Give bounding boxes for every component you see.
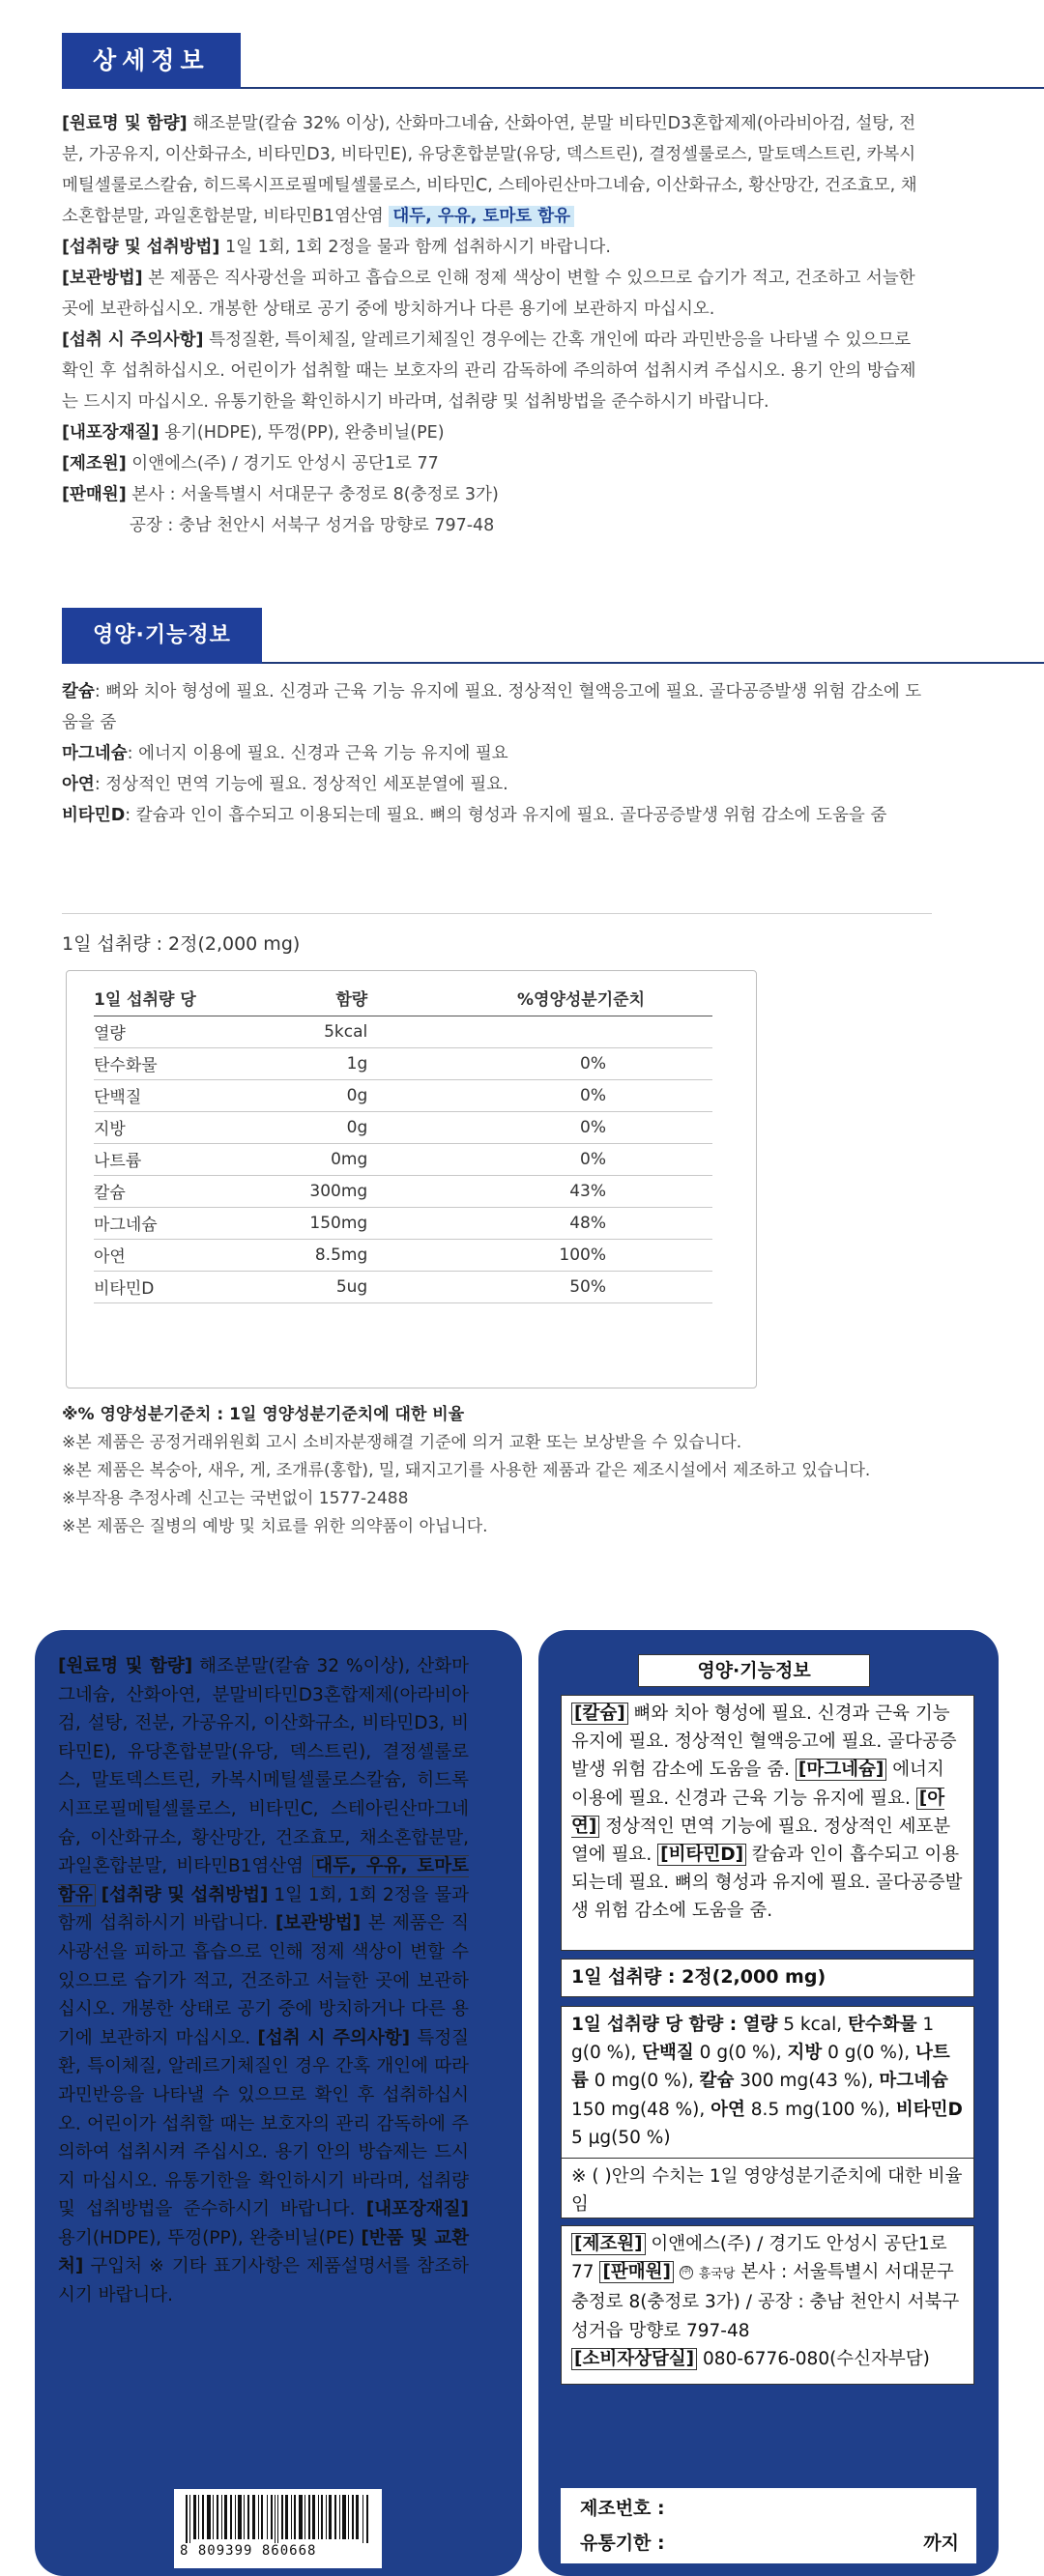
footnote-report: ※부작용 추정사례 신고는 국번없이 1577-2488 [62, 1489, 409, 1508]
right-consumer-label: [소비자상담실] [571, 2348, 697, 2370]
table-row [94, 1271, 712, 1302]
right-nutri-name: 칼슘 [699, 2071, 735, 2092]
right-seller-stamp-text: 흥국당 [698, 2267, 736, 2282]
table-row [94, 1047, 712, 1079]
caution-label: [섭취 시 주의사항] [62, 330, 204, 350]
storage-text: 본 제품은 직사광선을 피하고 흡습으로 인해 정제 색상이 변할 수 있으므로 습기가 적고, 건조하고 서늘한 곳에 보관하십시오. 개봉한 상태로 공기 중에 방치하거나 다른 용기에 보관하지 마십시오. [62, 269, 915, 319]
ingredients-label: [원료명 및 함량] [62, 114, 188, 133]
storage-paragraph [62, 263, 932, 325]
nutrient-name: 열량 [94, 1016, 255, 1047]
left-intake-text: 1일 1회, 1회 2정을 물과 함께 섭취하시기 바랍니다. [58, 1884, 469, 1934]
ingredients-text: 해조분말(칼슘 32% 이상), 산화마그네슘, 산화아연, 분말 비타민D3혼합제제(아라비아검, 설탕, 전분, 가공유지, 이산화규소, 비타민D3, 비타민E), 유당혼합분말(유당, 덱스트린), 결정셀룰로스, 말토덱스트린, 카복시메틸셀룰로스칼슘, 히드록시프로필메틸셀룰로스, 비타민C, 스테아린산마그네슘, 이산화규소, 황산망간, 건조효모, 채소혼합분말, 과일혼합분말, 비타민B1염산염 [62, 114, 917, 226]
right-magnesium-label: [마그네슘] [796, 1759, 886, 1781]
nutrient-name: 아연 [94, 1239, 255, 1271]
expiry-suffix: 까지 [923, 2533, 959, 2554]
right-seller-text: 본사 : 서울특별시 서대문구 충정로 8(충정로 3가) / 공장 : 충남 천안시 서북구 성거읍 망향로 797-48 [571, 2262, 960, 2341]
footnote-not-medicine: ※본 제품은 질병의 예방 및 치료를 위한 의약품이 아닙니다. [62, 1517, 488, 1536]
left-caution-label: [섭취 시 주의사항] [257, 2027, 411, 2048]
header-per-serving: 1일 섭취량 당 [94, 981, 255, 1016]
right-zinc-label: [아연] [571, 1788, 945, 1837]
function-item-text: : 뼈와 치아 형성에 필요. 신경과 근육 기능 유지에 필요. 정상적인 혈액응고에 필요. 골다공증발생 위험 감소에 도움을 줌 [62, 682, 922, 732]
right-calcium-label: [칼슘] [571, 1703, 628, 1725]
right-nutri-value: 300 mg(43 %), [734, 2071, 880, 2092]
nutrient-dv [404, 1016, 712, 1047]
function-section-title: 영양·기능정보 [62, 608, 262, 664]
seller-factory: 공장 : 충남 천안시 서북구 성거읍 망향로 797-48 [130, 516, 495, 535]
barcode [174, 2489, 382, 2568]
maker-text: 이앤에스(주) / 경기도 안성시 공단1로 77 [131, 454, 439, 473]
package-label: [내포장재질] [62, 423, 160, 443]
right-nutrition-box [561, 2006, 974, 2218]
right-maker-label: [제조원] [571, 2233, 646, 2255]
function-item-label: 칼슘 [62, 682, 95, 701]
right-seller-label: [판매원] [599, 2261, 674, 2283]
barcode-number: 8 809399 860668 [180, 2543, 317, 2559]
right-calcium-text: 뼈와 치아 형성에 필요. 신경과 근육 기능 유지에 필요. 정상적인 혈액응고에 필요. 골다공증발생 위험 감소에 도움을 줌. [571, 1703, 957, 1781]
allergen-highlight: 대두, 우유, 토마토 함유 [389, 206, 574, 227]
footnote-dv: ※% 영양성분기준치 : 1일 영양성분기준치에 대한 비율 [62, 1405, 465, 1424]
left-intake-label: [섭취량 및 섭취방법] [101, 1884, 269, 1905]
right-nutri-name: 단백질 [642, 2043, 694, 2064]
right-nutri-value: 1 g(0 %), [571, 2015, 935, 2064]
nutrient-name: 칼슘 [94, 1175, 255, 1207]
function-item-text: : 정상적인 면역 기능에 필요. 정상적인 세포분열에 필요. [94, 775, 508, 794]
nutrient-dv: 43% [404, 1175, 712, 1207]
right-label-title: 영양·기능정보 [638, 1654, 870, 1687]
table-row [94, 1143, 712, 1175]
function-section-header [62, 608, 1044, 664]
right-nutri-lead: 1일 섭취량 당 함량 : 열량 [571, 2015, 778, 2035]
table-row [94, 1239, 712, 1271]
daily-intake-heading: 1일 섭취량 : 2정(2,000 mg) [62, 933, 301, 955]
nutrition-table-header [94, 981, 712, 1016]
nutrition-table-box [66, 970, 757, 1388]
nutrient-amount: 0mg [255, 1143, 404, 1175]
nutrient-dv: 0% [404, 1079, 712, 1111]
header-amount: 함량 [255, 981, 404, 1016]
nutrient-dv: 100% [404, 1239, 712, 1271]
table-row [94, 1175, 712, 1207]
lot-number-label: 제조번호 : [580, 2498, 665, 2519]
left-ingredients-text: 해조분말(칼슘 32 %이상), 산화마그네슘, 산화아연, 분말비타민D3혼합제제(아라비아검, 설탕, 전분, 가공유지, 이산화규소, 비타민D3, 비타민E), 유당혼합분말(유당, 덱스트린), 결정셀룰로스, 말토덱스트린, 카복시메틸셀룰로스칼슘, 히드록시프로필메틸셀룰로스, 비타민C, 스테아린산마그네슘, 이산화규소, 황산망간, 건조효모, 채소혼합분말, 과일혼합분말, 비타민B1염산염 [58, 1656, 469, 1877]
nutrient-dv: 48% [404, 1207, 712, 1239]
left-exchange-label: [반품 및 교환처] [58, 2227, 469, 2277]
right-vitd-text: 칼슘과 인이 흡수되고 이용되는데 필요. 뼈의 형성과 유지에 필요. 골다공증발생 위험 감소에 도움을 줌. [571, 1845, 963, 1922]
right-nutri-name: 마그네슘 [879, 2071, 948, 2092]
right-nutri-value: 0 g(0 %), [822, 2043, 915, 2064]
detail-info-block [62, 108, 932, 541]
package-text: 용기(HDPE), 뚜껑(PP), 완충비닐(PE) [164, 423, 445, 443]
left-package-text: 용기(HDPE), 뚜껑(PP), 완충비닐(PE) [58, 2227, 355, 2248]
function-item-text: : 칼슘과 인이 흡수되고 이용되는데 필요. 뼈의 형성과 유지에 필요. 골다공증발생 위험 감소에 도움을 줌 [125, 806, 887, 825]
nutrient-amount: 300mg [255, 1175, 404, 1207]
nutrient-name: 비타민D [94, 1271, 255, 1302]
right-lot-expiry [561, 2488, 976, 2563]
intake-label: [섭취량 및 섭취방법] [62, 238, 220, 257]
table-row [94, 1016, 712, 1047]
function-info-block [62, 676, 932, 831]
expiry-label: 유통기한 : [580, 2533, 665, 2554]
table-row [94, 1111, 712, 1143]
right-nutri-name: 아연 [710, 2099, 745, 2120]
function-item-text: : 에너지 이용에 필요. 신경과 근육 기능 유지에 필요 [127, 744, 508, 763]
right-nutri-name: 비타민D [895, 2099, 963, 2120]
nutrient-name: 탄수화물 [94, 1047, 255, 1079]
left-storage-label: [보관방법] [275, 1913, 362, 1934]
right-nutri-value: 0 mg(0 %), [588, 2071, 700, 2092]
left-caution-text: 특정질환, 특이체질, 알레르기체질인 경우 간혹 개인에 따라 과민반응을 나타낼 수 있으므로 확인 후 섭취하십시오. 어린이가 섭취할 때는 보호자의 관리 감독하에 주의하여 섭취시켜 주십시오. 용기 안의 방습제는 드시지 마십시오. 유통기한을 확인하시기 바라며, 섭취량 및 섭취방법을 준수하시기 바랍니다. [58, 2027, 469, 2220]
right-nutri-name: 나트륨 [571, 2043, 950, 2092]
nutrient-dv: 0% [404, 1111, 712, 1143]
left-ingredients-label: [원료명 및 함량] [58, 1656, 193, 1676]
right-vitd-label: [비타민D] [657, 1844, 746, 1866]
right-nutri-value: 5 kcal, [777, 2015, 848, 2035]
nutrient-name: 지방 [94, 1111, 255, 1143]
detail-section-title: 상세정보 [62, 33, 241, 89]
table-row [94, 1207, 712, 1239]
function-item-label: 비타민D [62, 806, 126, 825]
right-nutri-value: 5 μg(50 %) [571, 2127, 671, 2148]
nutrient-amount: 8.5mg [255, 1239, 404, 1271]
right-maker-text: 이앤에스(주) / 경기도 안성시 공단1로 77 [571, 2234, 947, 2283]
right-nutri-note: ※ ( )안의 수치는 1일 영양성분기준치에 대한 비율임 [562, 2158, 973, 2218]
right-zinc-text: 정상적인 면역 기능에 필요. 정상적인 세포분열에 필요. [571, 1816, 951, 1866]
right-maker-box [561, 2225, 974, 2385]
header-daily-value: %영양성분기준치 [404, 981, 712, 1016]
right-nutri-name: 탄수화물 [847, 2015, 917, 2035]
barcode-bars [184, 2495, 372, 2543]
package-paragraph [62, 417, 932, 448]
left-package-label: [내포장재질] [365, 2199, 469, 2220]
function-item [62, 676, 932, 738]
nutrient-amount: 5kcal [255, 1016, 404, 1047]
right-nutri-value: 150 mg(48 %), [571, 2099, 711, 2120]
nutrient-amount: 5ug [255, 1271, 404, 1302]
right-nutri-name: 지방 [787, 2043, 823, 2064]
nutrient-amount: 1g [255, 1047, 404, 1079]
left-label-text [58, 1652, 469, 2310]
seller-stamp-icon: ㈜ [680, 2266, 693, 2279]
seller-factory-paragraph [62, 510, 932, 541]
nutrient-name: 나트륨 [94, 1143, 255, 1175]
right-magnesium-text: 에너지 이용에 필요. 신경과 근육 기능 유지에 필요. [571, 1760, 944, 1809]
nutrient-amount: 150mg [255, 1207, 404, 1239]
right-nutri-value: 0 g(0 %), [693, 2043, 788, 2064]
intake-paragraph [62, 232, 932, 263]
footnotes [62, 1401, 971, 1541]
function-item-label: 마그네슘 [62, 744, 128, 763]
maker-paragraph [62, 448, 932, 479]
right-function-box [561, 1695, 974, 1951]
left-storage-text: 본 제품은 직사광선을 피하고 흡습으로 인해 정제 색상이 변할 수 있으므로 습기가 적고, 건조하고 서늘한 곳에 보관하십시오. 개봉한 상태로 공기 중에 방치하거나 다른 용기에 보관하지 마십시오. [58, 1913, 469, 2048]
function-item-label: 아연 [62, 775, 95, 794]
left-exchange-text: 구입처 ※ 기타 표기사항은 제품설명서를 참조하시기 바랍니다. [58, 2256, 469, 2306]
seller-office: 본사 : 서울특별시 서대문구 충정로 8(충정로 3가) [131, 485, 499, 504]
maker-label: [제조원] [62, 454, 127, 473]
nutrient-amount: 0g [255, 1079, 404, 1111]
storage-label: [보관방법] [62, 269, 143, 288]
right-daily-intake: 1일 섭취량 : 2정(2,000 mg) [561, 1959, 974, 1997]
right-consumer-text: 080-6776-080(수신자부담) [703, 2348, 930, 2369]
footnote-allergen-facility: ※본 제품은 복숭아, 새우, 게, 조개류(홍합), 밀, 돼지고기를 사용한 제품과 같은 제조시설에서 제조하고 있습니다. [62, 1461, 871, 1480]
seller-label: [판매원] [62, 485, 127, 504]
nutrient-name: 마그네슘 [94, 1207, 255, 1239]
caution-text: 특정질환, 특이체질, 알레르기체질인 경우에는 간혹 개인에 따라 과민반응을 나타낼 수 있으므로 확인 후 섭취하십시오. 어린이가 섭취할 때는 보호자의 관리 감독하에 주의하여 섭취시켜 주십시오. 용기 안의 방습제는 드시지 마십시오. 유통기한을 확인하시기 바라며, 섭취량 및 섭취방법을 준수하시기 바랍니다. [62, 330, 916, 412]
right-nutri-value: 8.5 mg(100 %), [744, 2099, 896, 2120]
nutrient-name: 단백질 [94, 1079, 255, 1111]
caution-paragraph [62, 325, 932, 417]
nutrient-dv: 0% [404, 1143, 712, 1175]
function-item [62, 738, 932, 769]
seller-paragraph [62, 479, 932, 510]
nutrient-dv: 0% [404, 1047, 712, 1079]
footnote-exchange: ※본 제품은 공정거래위원회 고시 소비자분쟁해결 기준에 의거 교환 또는 보상받을 수 있습니다. [62, 1433, 742, 1452]
left-allergen-tag: 대두, 우유, 토마토 함유 [58, 1856, 469, 1905]
intake-text: 1일 1회, 1회 2정을 물과 함께 섭취하시기 바랍니다. [225, 238, 611, 257]
table-row [94, 1079, 712, 1111]
ingredients-paragraph [62, 108, 932, 232]
detail-section-header [62, 33, 1044, 89]
nutrient-dv: 50% [404, 1271, 712, 1302]
section-divider [62, 913, 932, 914]
function-item [62, 800, 932, 831]
nutrition-table [94, 981, 712, 1303]
nutrient-amount: 0g [255, 1111, 404, 1143]
function-item [62, 769, 932, 800]
